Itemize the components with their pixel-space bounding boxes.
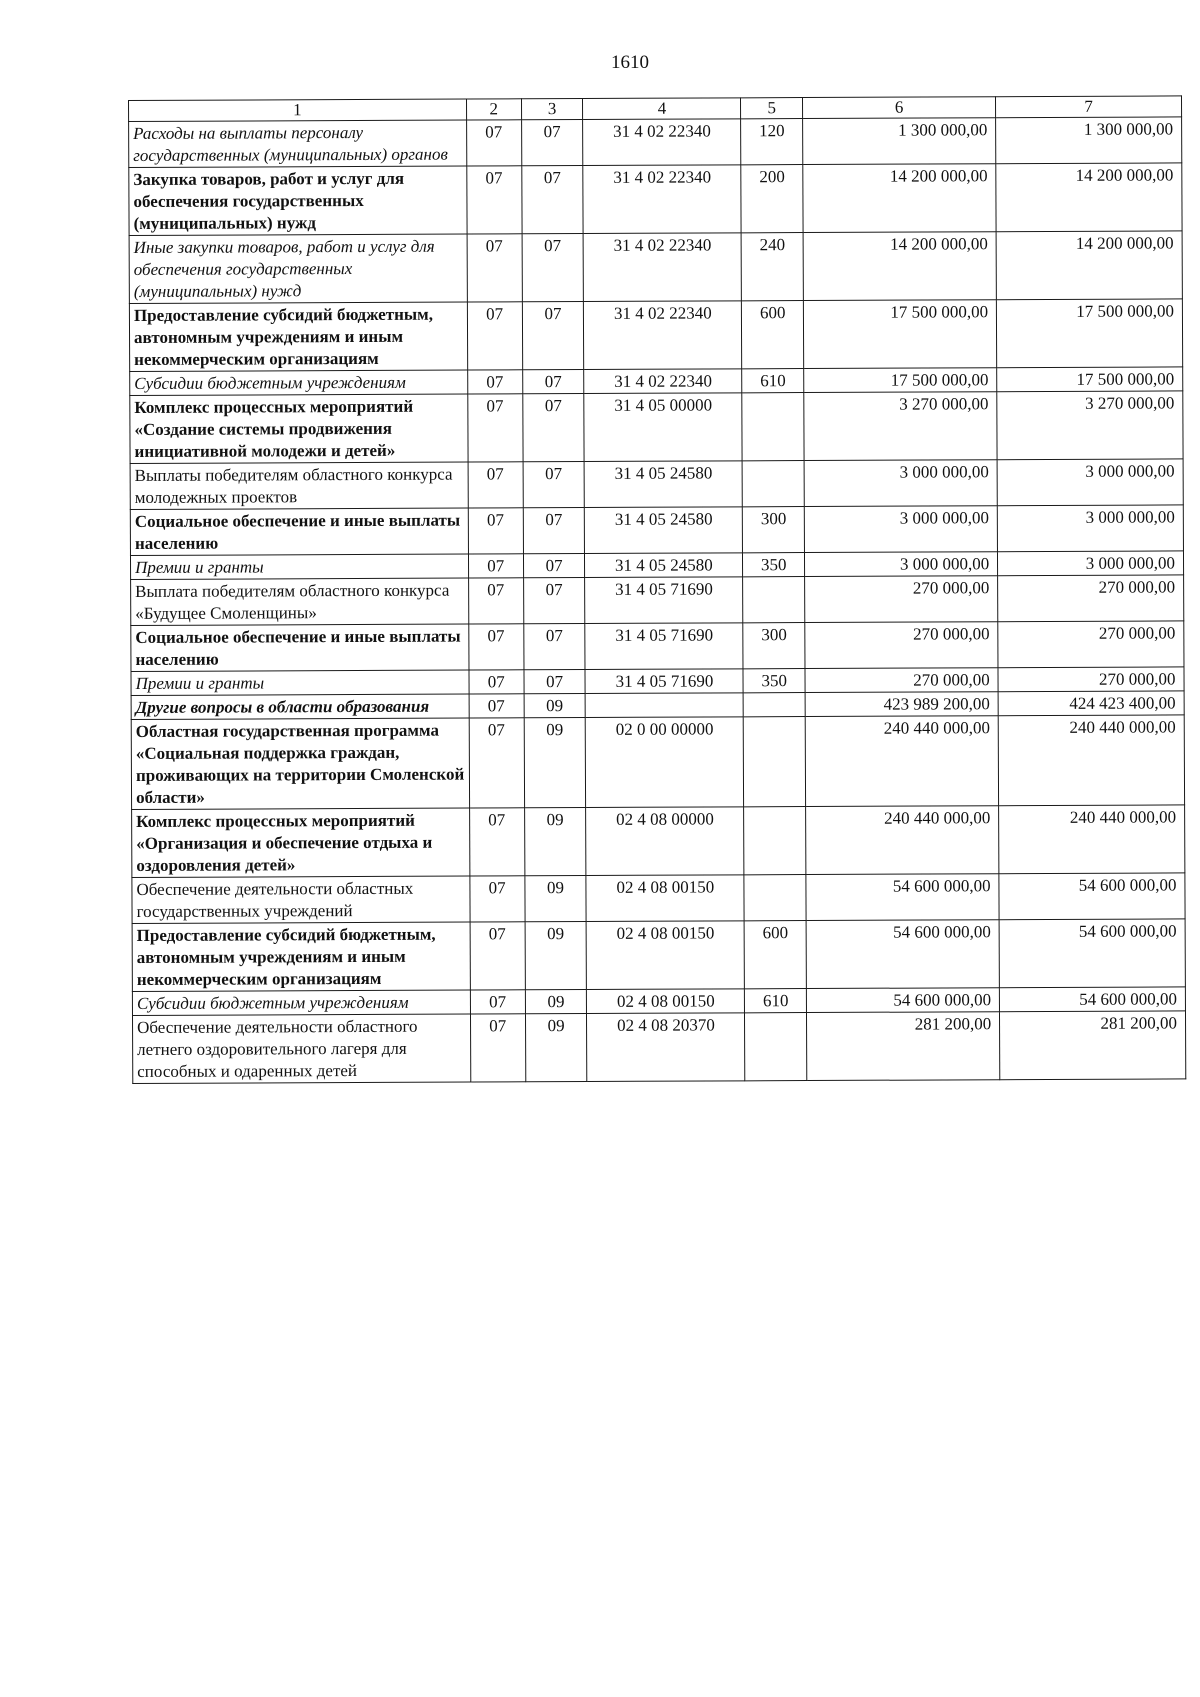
header-col-7: 7: [996, 96, 1182, 118]
target-article-cell: [585, 693, 743, 718]
amount-year-2-cell: 3 000 000,00: [997, 505, 1183, 552]
section-code-cell: 07: [468, 462, 523, 508]
amount-year-2-cell: 270 000,00: [998, 621, 1184, 668]
target-article-cell: 31 4 05 71690: [585, 669, 743, 694]
header-col-1: 1: [129, 99, 467, 121]
section-code-cell: 07: [466, 166, 521, 234]
amount-year-2-cell: 54 600 000,00: [999, 873, 1185, 920]
subsection-code-cell: 09: [524, 808, 586, 876]
row-name-cell: Предоставление субсидий бюджетным, автономным учреждениям и иным некоммерческим организациям: [132, 922, 470, 991]
amount-year-2-cell: 424 423 400,00: [998, 691, 1184, 716]
amount-year-1-cell: 1 300 000,00: [803, 118, 996, 165]
section-code-cell: 07: [469, 718, 525, 808]
amount-year-1-cell: 54 600 000,00: [806, 920, 999, 989]
amount-year-1-cell: 3 000 000,00: [804, 506, 997, 553]
target-article-cell: 31 4 02 22340: [583, 233, 741, 302]
amount-year-1-cell: 3 000 000,00: [804, 460, 997, 507]
amount-year-2-cell: 240 440 000,00: [998, 715, 1184, 806]
amount-year-1-cell: 240 440 000,00: [806, 806, 999, 875]
amount-year-2-cell: 1 300 000,00: [996, 117, 1182, 164]
table-row: [131, 715, 1184, 810]
subsection-code-cell: 07: [523, 508, 585, 554]
expense-type-cell: 610: [742, 369, 804, 393]
section-code-cell: 07: [469, 876, 524, 922]
target-article-cell: 31 4 05 71690: [585, 577, 743, 624]
row-name-cell: Комплекс процессных мероприятий «Организация и обеспечение отдыха и оздоровления детей»: [132, 808, 470, 877]
amount-year-2-cell: 17 500 000,00: [997, 367, 1183, 392]
row-name-cell: Премии и гранты: [130, 554, 468, 579]
row-name-cell: Предоставление субсидий бюджетным, автономным учреждениям и иным некоммерческим организациям: [129, 302, 467, 371]
target-article-cell: 02 0 00 00000: [585, 717, 744, 808]
table-row: [132, 805, 1185, 878]
amount-year-1-cell: 3 000 000,00: [804, 552, 997, 577]
budget-table: [128, 95, 1186, 1084]
amount-year-2-cell: 3 000 000,00: [997, 459, 1183, 506]
table-body: [129, 117, 1186, 1084]
amount-year-2-cell: 54 600 000,00: [999, 919, 1185, 988]
subsection-code-cell: 07: [522, 370, 584, 394]
expense-type-cell: [744, 693, 806, 717]
amount-year-1-cell: 14 200 000,00: [803, 164, 996, 233]
row-name-cell: Субсидии бюджетным учреждениям: [132, 990, 470, 1015]
subsection-code-cell: 07: [523, 462, 585, 508]
target-article-cell: 31 4 05 00000: [584, 393, 742, 462]
amount-year-2-cell: 281 200,00: [1000, 1011, 1186, 1080]
row-name-cell: Премии и гранты: [131, 670, 469, 695]
subsection-code-cell: 09: [524, 694, 586, 718]
amount-year-2-cell: 270 000,00: [998, 575, 1184, 622]
table-row: [132, 1011, 1185, 1084]
section-code-cell: 07: [470, 922, 525, 990]
subsection-code-cell: 09: [525, 990, 587, 1014]
header-col-4: 4: [583, 98, 741, 120]
target-article-cell: 02 4 08 00150: [586, 875, 744, 922]
amount-year-1-cell: 270 000,00: [805, 576, 998, 623]
amount-year-2-cell: 3 270 000,00: [997, 391, 1183, 460]
expense-type-cell: [743, 461, 805, 507]
target-article-cell: 02 4 08 00000: [586, 807, 744, 876]
header-col-3: 3: [521, 99, 583, 120]
table-row: [130, 505, 1183, 556]
expense-type-cell: 200: [741, 165, 803, 233]
amount-year-1-cell: 54 600 000,00: [806, 874, 999, 921]
section-code-cell: 07: [468, 508, 523, 554]
amount-year-1-cell: 281 200,00: [807, 1012, 1000, 1081]
expense-type-cell: [742, 393, 804, 461]
table-row: [130, 391, 1183, 464]
table-row: [131, 575, 1184, 626]
expense-type-cell: 350: [743, 669, 805, 693]
row-name-cell: Расходы на выплаты персоналу государственных (муниципальных) органов: [129, 120, 467, 167]
amount-year-2-cell: 17 500 000,00: [997, 299, 1183, 368]
section-code-cell: 07: [467, 394, 522, 462]
row-name-cell: Комплекс процессных мероприятий «Создание системы продвижения инициативной молодежи и детей»: [130, 394, 468, 463]
page-number: 1610: [611, 52, 649, 73]
row-name-cell: Обеспечение деятельности областных государственных учреждений: [132, 876, 470, 923]
row-name-cell: Социальное обеспечение и иные выплаты населению: [130, 508, 468, 555]
subsection-code-cell: 07: [523, 554, 585, 578]
section-code-cell: 07: [467, 234, 522, 302]
expense-type-cell: 120: [741, 119, 803, 165]
target-article-cell: 31 4 05 24580: [585, 553, 743, 578]
row-name-cell: Областная государственная программа «Социальная поддержка граждан, проживающих на территории Смоленской области»: [131, 718, 469, 809]
row-name-cell: Субсидии бюджетным учреждениям: [130, 370, 468, 395]
subsection-code-cell: 09: [525, 922, 587, 990]
section-code-cell: 07: [469, 694, 524, 718]
subsection-code-cell: 07: [522, 234, 584, 302]
section-code-cell: 07: [467, 370, 522, 394]
expense-type-cell: 600: [745, 921, 807, 989]
amount-year-2-cell: 14 200 000,00: [996, 163, 1182, 232]
section-code-cell: 07: [470, 1014, 525, 1082]
table-row: [129, 117, 1182, 168]
amount-year-1-cell: 270 000,00: [805, 622, 998, 669]
subsection-code-cell: 07: [521, 120, 583, 166]
table-row: [130, 459, 1183, 510]
row-name-cell: Другие вопросы в области образования: [131, 694, 469, 719]
expense-type-cell: [744, 875, 806, 921]
subsection-code-cell: 07: [524, 624, 586, 670]
subsection-code-cell: 09: [525, 1014, 587, 1082]
section-code-cell: 07: [467, 302, 522, 370]
amount-year-2-cell: 270 000,00: [998, 667, 1184, 692]
table-row: [131, 621, 1184, 672]
amount-year-1-cell: 17 500 000,00: [804, 368, 997, 393]
header-col-2: 2: [466, 99, 521, 120]
expense-type-cell: 600: [742, 301, 804, 369]
section-code-cell: 07: [468, 624, 523, 670]
section-code-cell: 07: [469, 808, 524, 876]
row-name-cell: Выплаты победителям областного конкурса молодежных проектов: [130, 462, 468, 509]
target-article-cell: 02 4 08 00150: [586, 921, 744, 990]
amount-year-2-cell: 14 200 000,00: [996, 231, 1182, 300]
subsection-code-cell: 09: [524, 718, 586, 808]
expense-type-cell: 300: [743, 507, 805, 553]
amount-year-2-cell: 54 600 000,00: [1000, 987, 1186, 1012]
target-article-cell: 31 4 05 24580: [584, 461, 742, 508]
subsection-code-cell: 09: [525, 876, 587, 922]
header-col-6: 6: [803, 97, 996, 119]
target-article-cell: 02 4 08 00150: [587, 989, 745, 1014]
row-name-cell: Закупка товаров, работ и услуг для обеспечения государственных (муниципальных) нужд: [129, 166, 467, 235]
amount-year-2-cell: 240 440 000,00: [999, 805, 1185, 874]
target-article-cell: 31 4 02 22340: [584, 301, 742, 370]
target-article-cell: 31 4 02 22340: [583, 165, 741, 234]
target-article-cell: 02 4 08 20370: [587, 1013, 745, 1082]
subsection-code-cell: 07: [523, 394, 585, 462]
expense-type-cell: 240: [742, 233, 804, 301]
section-code-cell: 07: [468, 578, 523, 624]
amount-year-1-cell: 14 200 000,00: [803, 232, 996, 301]
target-article-cell: 31 4 02 22340: [584, 369, 742, 394]
table-row: [129, 163, 1182, 236]
amount-year-1-cell: 3 270 000,00: [804, 392, 997, 461]
amount-year-1-cell: 423 989 200,00: [805, 692, 998, 717]
expense-type-cell: 350: [743, 553, 805, 577]
expense-type-cell: [744, 807, 806, 875]
expense-type-cell: 300: [743, 623, 805, 669]
target-article-cell: 31 4 02 22340: [583, 119, 741, 166]
row-name-cell: Выплата победителям областного конкурса «Будущее Смоленщины»: [131, 578, 469, 625]
table-row: [129, 299, 1182, 372]
header-col-5: 5: [741, 98, 803, 119]
section-code-cell: 07: [469, 670, 524, 694]
amount-year-1-cell: 240 440 000,00: [805, 716, 999, 807]
section-code-cell: 07: [470, 990, 525, 1014]
subsection-code-cell: 07: [522, 302, 584, 370]
subsection-code-cell: 07: [522, 166, 584, 234]
target-article-cell: 31 4 05 71690: [585, 623, 743, 670]
table-row: [129, 231, 1182, 304]
amount-year-1-cell: 17 500 000,00: [803, 300, 996, 369]
amount-year-2-cell: 3 000 000,00: [998, 551, 1184, 576]
table-row: [132, 873, 1185, 924]
amount-year-1-cell: 270 000,00: [805, 668, 998, 693]
table-row: [132, 919, 1185, 992]
expense-type-cell: [744, 717, 806, 807]
row-name-cell: Иные закупки товаров, работ и услуг для обеспечения государственных (муниципальных) нужд: [129, 234, 467, 303]
expense-type-cell: [743, 577, 805, 623]
target-article-cell: 31 4 05 24580: [585, 507, 743, 554]
row-name-cell: Обеспечение деятельности областного летнего оздоровительного лагеря для способных и одаренных детей: [132, 1014, 470, 1083]
row-name-cell: Социальное обеспечение и иные выплаты населению: [131, 624, 469, 671]
expense-type-cell: 610: [745, 989, 807, 1013]
subsection-code-cell: 07: [523, 578, 585, 624]
section-code-cell: 07: [466, 120, 521, 166]
amount-year-1-cell: 54 600 000,00: [806, 988, 999, 1013]
section-code-cell: 07: [468, 554, 523, 578]
subsection-code-cell: 07: [524, 670, 586, 694]
expense-type-cell: [745, 1013, 807, 1081]
